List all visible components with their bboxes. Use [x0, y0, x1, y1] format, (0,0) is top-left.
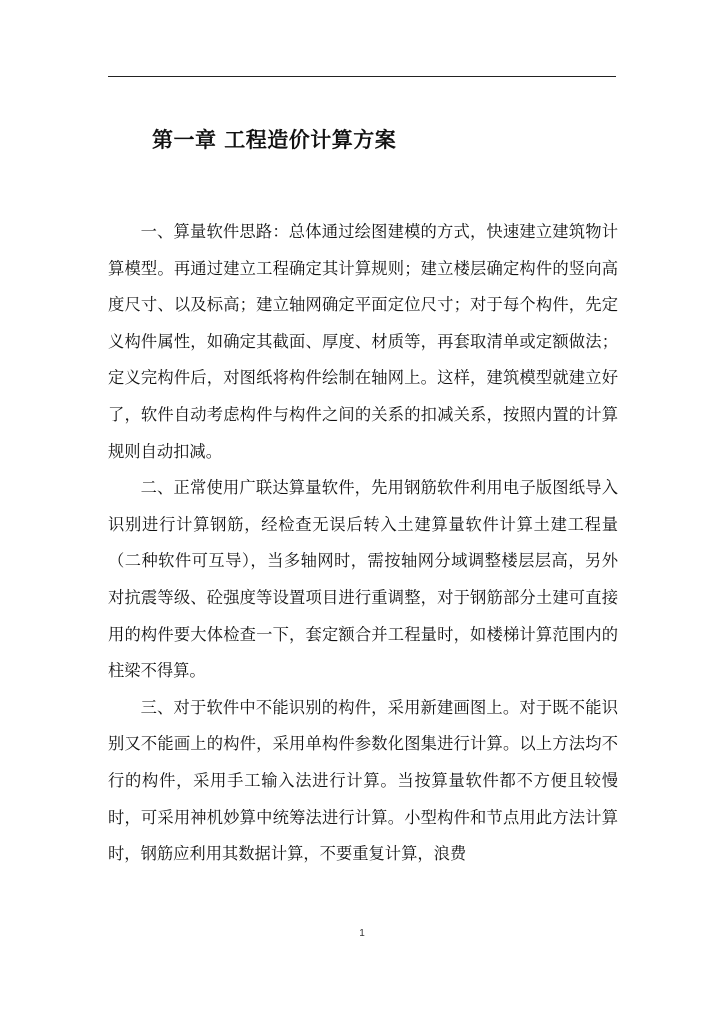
chapter-title: 第一章 工程造价计算方案 [152, 128, 397, 152]
page-number: 1 [359, 928, 365, 939]
paragraph-3: 三、对于软件中不能识别的构件，采用新建画图上。对于既不能识别又不能画上的构件，采用单构件参数化图集进行计算。以上方法均不行的构件，采用手工输入法进行计算。当按算量软件都不方便且较慢时，可采用神机妙算中统筹法进行计算。小型构件和节点用此方法计算时，钢筋应利用其数据计算，不要重复计算，浪费 [108, 697, 618, 864]
header-rule [108, 76, 616, 77]
body-text [108, 214, 618, 873]
paragraph-1: 一、算量软件思路：总体通过绘图建模的方式，快速建立建筑物计算模型。再通过建立工程确定其计算规则；建立楼层确定构件的竖向高度尺寸、以及标高；建立轴网确定平面定位尺寸；对于每个构件，先定义构件属性，如确定其截面、厚度、材质等，再套取清单或定额做法；定义完构件后，对图纸将构件绘制在轴网上。这样，建筑模型就建立好了，软件自动考虑构件与构件之间的关系的扣减关系，按照内置的计算规则自动扣减。 [108, 222, 618, 461]
paragraph-2: 二、正常使用广联达算量软件，先用钢筋软件利用电子版图纸导入识别进行计算钢筋，经检查无误后转入土建算量软件计算土建工程量（二种软件可互导），当多轴网时，需按轴网分域调整楼层层高，另外对抗震等级、砼强度等设置项目进行重调整，对于钢筋部分土建可直接用的构件要大体检查一下，套定额合并工程量时，如楼梯计算范围内的柱梁不得算。 [108, 478, 618, 681]
